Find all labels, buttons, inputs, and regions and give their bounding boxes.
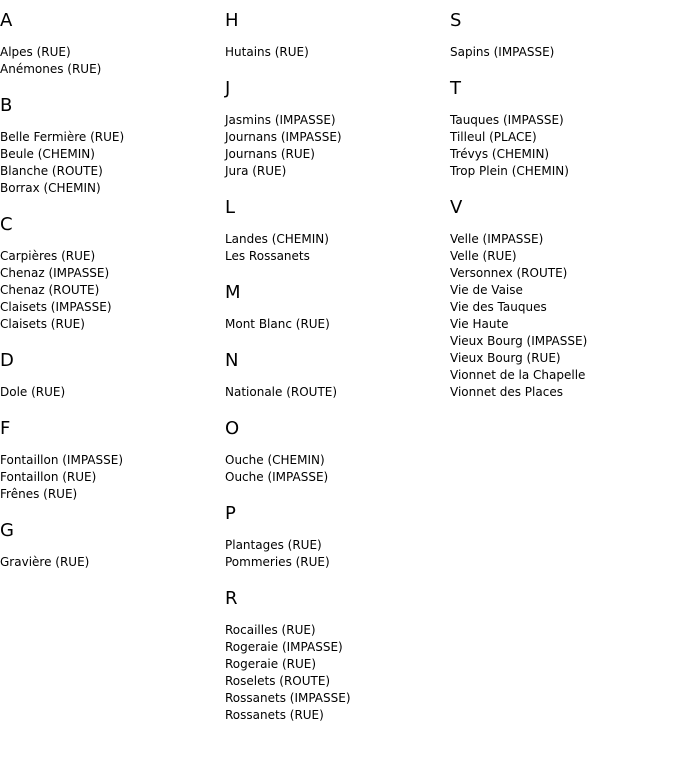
street-link[interactable]: Fontaillon (IMPASSE) <box>0 453 123 467</box>
letter-group <box>0 418 222 503</box>
street-link[interactable]: Journans (RUE) <box>225 147 315 161</box>
street-link[interactable]: Velle (RUE) <box>450 249 517 263</box>
street-link[interactable]: Pommeries (RUE) <box>225 555 330 569</box>
street-link[interactable]: Nationale (ROUTE) <box>225 385 338 399</box>
street-link[interactable]: Trévys (CHEMIN) <box>450 147 550 161</box>
letter-group <box>0 214 222 333</box>
street-list <box>225 231 447 265</box>
letter-group <box>225 418 447 486</box>
street-index-column-1 <box>0 10 222 588</box>
letter-heading: C <box>0 214 13 235</box>
street-link[interactable]: Borrax (CHEMIN) <box>0 181 101 195</box>
letter-heading: H <box>225 10 239 31</box>
street-list <box>0 554 222 571</box>
letter-group <box>450 197 672 401</box>
letter-heading: V <box>450 197 463 218</box>
street-link[interactable]: Mont Blanc (RUE) <box>225 317 330 331</box>
street-link[interactable]: Vie des Tauques <box>450 300 547 314</box>
street-link[interactable]: Claisets (IMPASSE) <box>0 300 112 314</box>
street-link[interactable]: Belle Fermière (RUE) <box>0 130 125 144</box>
street-list <box>225 384 447 401</box>
street-link[interactable]: Plantages (RUE) <box>225 538 322 552</box>
letter-group <box>225 282 447 333</box>
street-link[interactable]: Ouche (CHEMIN) <box>225 453 325 467</box>
letter-group <box>225 350 447 401</box>
street-list <box>0 44 222 78</box>
letter-group <box>0 95 222 197</box>
street-list <box>225 452 447 486</box>
street-link[interactable]: Les Rossanets <box>225 249 310 263</box>
street-link[interactable]: Vionnet de la Chapelle <box>450 368 586 382</box>
letter-heading: O <box>225 418 240 439</box>
street-link[interactable]: Tilleul (PLACE) <box>450 130 537 144</box>
letter-heading: G <box>0 520 14 541</box>
letter-group <box>0 520 222 571</box>
street-link[interactable]: Jura (RUE) <box>225 164 287 178</box>
street-link[interactable]: Carpières (RUE) <box>0 249 96 263</box>
street-list <box>225 537 447 571</box>
street-link[interactable]: Rocailles (RUE) <box>225 623 316 637</box>
street-index-column-2 <box>225 10 447 741</box>
letter-heading: R <box>225 588 238 609</box>
street-link[interactable]: Rogeraie (IMPASSE) <box>225 640 343 654</box>
street-link[interactable]: Versonnex (ROUTE) <box>450 266 568 280</box>
street-link[interactable]: Chenaz (ROUTE) <box>0 283 100 297</box>
letter-group <box>225 503 447 571</box>
letter-heading: L <box>225 197 236 218</box>
street-list <box>450 44 672 61</box>
street-link[interactable]: Rossanets (RUE) <box>225 708 324 722</box>
street-link[interactable]: Ouche (IMPASSE) <box>225 470 329 484</box>
letter-heading: F <box>0 418 11 439</box>
street-link[interactable]: Vie de Vaise <box>450 283 523 297</box>
street-list <box>0 248 222 333</box>
street-link[interactable]: Vieux Bourg (RUE) <box>450 351 561 365</box>
street-list <box>225 316 447 333</box>
letter-heading: P <box>225 503 236 524</box>
street-list <box>0 452 222 503</box>
street-link[interactable]: Alpes (RUE) <box>0 45 71 59</box>
street-list <box>450 231 672 401</box>
street-link[interactable]: Hutains (RUE) <box>225 45 309 59</box>
letter-group <box>450 78 672 180</box>
street-link[interactable]: Fontaillon (RUE) <box>0 470 97 484</box>
street-link[interactable]: Tauques (IMPASSE) <box>450 113 564 127</box>
street-list <box>225 112 447 180</box>
street-list <box>0 129 222 197</box>
letter-group <box>225 197 447 265</box>
letter-group <box>450 10 672 61</box>
street-link[interactable]: Frênes (RUE) <box>0 487 78 501</box>
letter-heading: B <box>0 95 13 116</box>
street-link[interactable]: Trop Plein (CHEMIN) <box>450 164 569 178</box>
street-link[interactable]: Blanche (ROUTE) <box>0 164 103 178</box>
street-link[interactable]: Dole (RUE) <box>0 385 66 399</box>
street-link[interactable]: Vionnet des Places <box>450 385 563 399</box>
letter-group <box>225 78 447 180</box>
letter-group <box>225 588 447 724</box>
street-link[interactable]: Chenaz (IMPASSE) <box>0 266 110 280</box>
street-link[interactable]: Landes (CHEMIN) <box>225 232 329 246</box>
street-list <box>225 622 447 724</box>
letter-heading: S <box>450 10 462 31</box>
letter-group <box>225 10 447 61</box>
street-link[interactable]: Journans (IMPASSE) <box>225 130 342 144</box>
street-list <box>225 44 447 61</box>
letter-heading: A <box>0 10 13 31</box>
street-link[interactable]: Vie Haute <box>450 317 509 331</box>
letter-group <box>0 350 222 401</box>
street-link[interactable]: Gravière (RUE) <box>0 555 90 569</box>
street-list <box>450 112 672 180</box>
letter-heading: M <box>225 282 241 303</box>
street-index-column-3 <box>450 10 672 418</box>
letter-heading: D <box>0 350 14 371</box>
letter-group <box>0 10 222 78</box>
street-link[interactable]: Beule (CHEMIN) <box>0 147 95 161</box>
letter-heading: T <box>450 78 461 99</box>
street-link[interactable]: Velle (IMPASSE) <box>450 232 544 246</box>
street-link[interactable]: Vieux Bourg (IMPASSE) <box>450 334 588 348</box>
street-link[interactable]: Sapins (IMPASSE) <box>450 45 555 59</box>
letter-heading: J <box>225 78 231 99</box>
street-link[interactable]: Rogeraie (RUE) <box>225 657 317 671</box>
street-list <box>0 384 222 401</box>
street-link[interactable]: Claisets (RUE) <box>0 317 85 331</box>
street-link[interactable]: Anémones (RUE) <box>0 62 102 76</box>
letter-heading: N <box>225 350 239 371</box>
street-link[interactable]: Rossanets (IMPASSE) <box>225 691 351 705</box>
street-link[interactable]: Jasmins (IMPASSE) <box>225 113 336 127</box>
street-link[interactable]: Roselets (ROUTE) <box>225 674 331 688</box>
